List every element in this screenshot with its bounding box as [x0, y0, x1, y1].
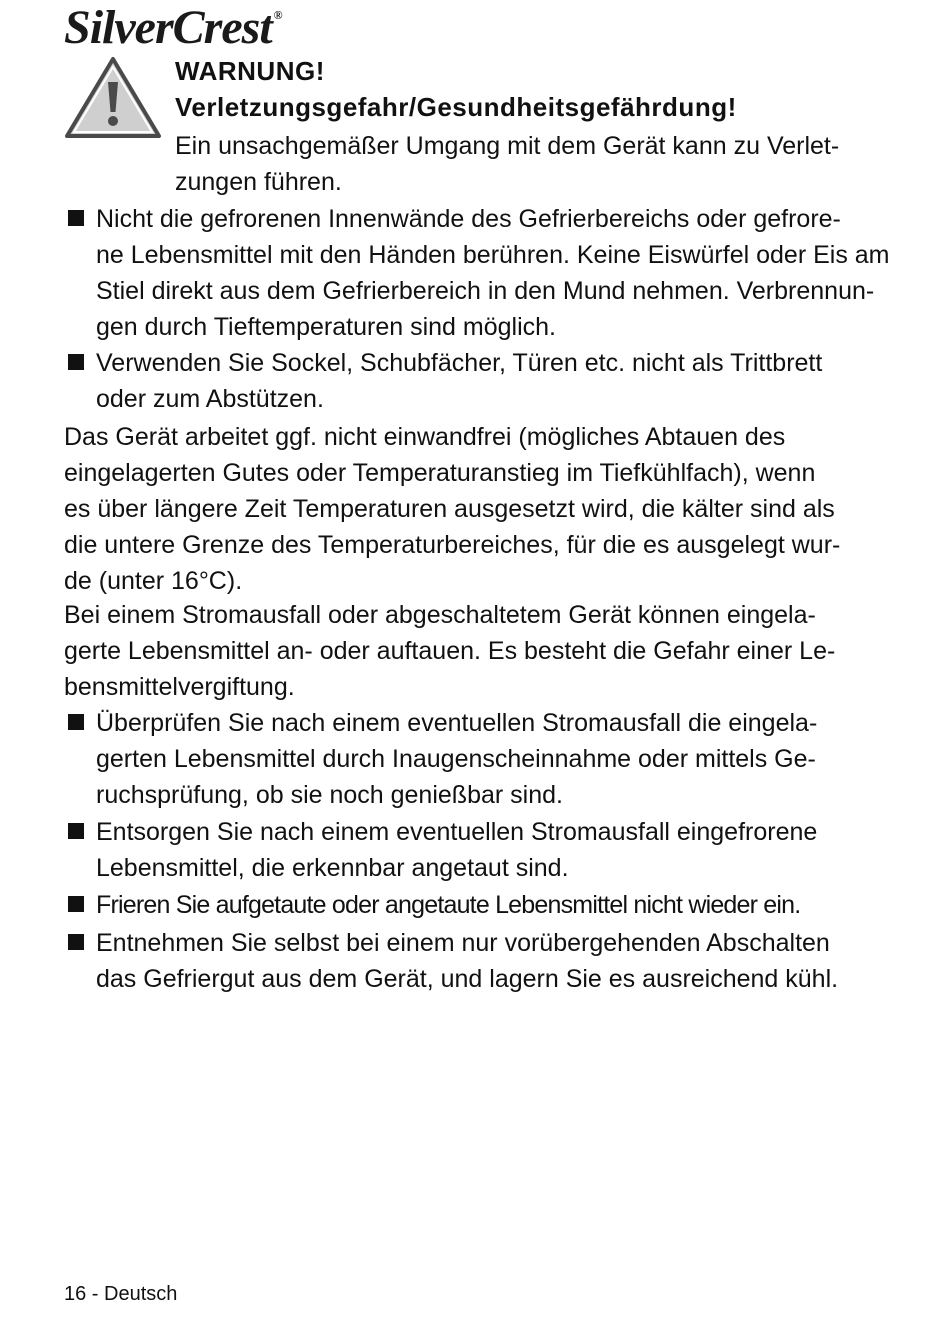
text-line: de (unter 16°C). [64, 567, 243, 595]
text-line: bensmittelvergiftung. [64, 673, 295, 701]
brand-logo [64, 0, 282, 55]
text-line: Frieren Sie aufgetaute oder angetaute Lebensmittel nicht wieder ein. [96, 891, 801, 919]
registered-mark: ® [273, 8, 282, 22]
text-line: Das Gerät arbeitet ggf. nicht einwandfrei (mögliches Abtauen des [64, 423, 786, 451]
text-line: Überprüfen Sie nach einem eventuellen Stromausfall die eingela- [96, 709, 818, 737]
bullet-square-icon [68, 823, 84, 839]
warning-text [175, 128, 875, 200]
text-line: Entnehmen Sie selbst bei einem nur vorübergehenden Abschalten [96, 929, 830, 957]
text-line: gerten Lebensmittel durch Inaugenscheinnahme oder mittels Ge- [96, 745, 816, 773]
page-footer: 16 - Deutsch [64, 1283, 178, 1305]
text-line: oder zum Abstützen. [96, 385, 324, 413]
text-line: ne Lebensmittel mit den Händen berühren. Keine Eiswürfel oder Eis am [96, 241, 890, 269]
text-line: Lebensmittel, die erkennbar angetaut sind. [96, 854, 569, 882]
text-line: Entsorgen Sie nach einem eventuellen Stromausfall eingefrorene [96, 818, 818, 846]
text-line: das Gefriergut aus dem Gerät, und lagern Sie es ausreichend kühl. [96, 965, 839, 993]
text-line: ruchsprüfung, ob sie noch genießbar sind. [96, 781, 563, 809]
text-line: Verwenden Sie Sockel, Schubfächer, Türen etc. nicht als Trittbrett [96, 349, 823, 377]
warning-triangle-icon [64, 56, 162, 140]
warning-title: WARNUNG! [175, 56, 325, 86]
text-line: gen durch Tieftemperaturen sind möglich. [96, 313, 556, 341]
bullet-square-icon [68, 714, 84, 730]
text-line: Nicht die gefrorenen Innenwände des Gefrierbereichs oder gefrore- [96, 205, 841, 233]
text-line: gerte Lebensmittel an- oder auftauen. Es besteht die Gefahr einer Le- [64, 637, 836, 665]
text-line: es über längere Zeit Temperaturen ausgesetzt wird, die kälter sind als [64, 495, 835, 523]
bullet-square-icon [68, 934, 84, 950]
bullet-square-icon [68, 354, 84, 370]
bullet-square-icon [68, 210, 84, 226]
text-line: Ein unsachgemäßer Umgang mit dem Gerät kann zu Verlet- [175, 132, 840, 160]
brand-name: SilverCrest [64, 1, 272, 54]
bullet-square-icon [68, 896, 84, 912]
text-line: Stiel direkt aus dem Gefrierbereich in den Mund nehmen. Verbrennun- [96, 277, 875, 305]
text-line: eingelagerten Gutes oder Temperaturanstieg im Tiefkühlfach), wenn [64, 459, 816, 487]
warning-subtitle: Verletzungsgefahr/Gesundheitsgefährdung! [175, 92, 737, 122]
text-line: Bei einem Stromausfall oder abgeschaltetem Gerät können eingela- [64, 601, 816, 629]
paragraph [64, 597, 864, 705]
paragraph [64, 419, 864, 599]
text-line: die untere Grenze des Temperaturbereiches, für die es ausgelegt wur- [64, 531, 841, 559]
text-line: zungen führen. [175, 168, 342, 196]
